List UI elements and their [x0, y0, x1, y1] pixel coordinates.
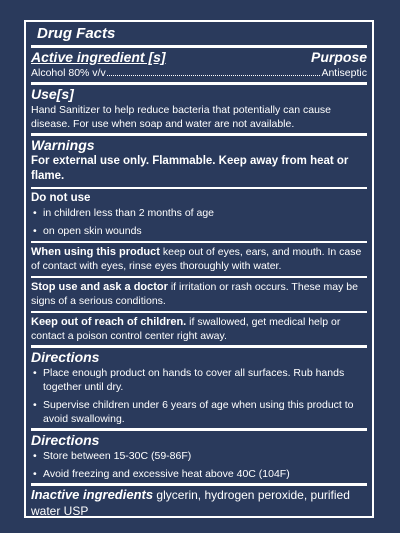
directions-list	[31, 366, 367, 426]
active-ingredient-heading: Active ingredient [s]	[31, 49, 166, 65]
list-item: • Store between 15-30C (59-86F)	[31, 449, 367, 463]
divider	[31, 241, 367, 243]
inactive-heading: Inactive ingredients	[31, 487, 154, 502]
divider	[31, 483, 367, 486]
divider	[31, 276, 367, 278]
directions-2-heading: Directions	[31, 432, 100, 448]
divider	[31, 82, 367, 85]
active-ingredient-row	[31, 66, 367, 80]
uses-text: Hand Sanitizer to help reduce bacteria that potentially can cause disease. For use when soap and water are not available.	[31, 104, 332, 130]
active-ingredient-value: Alcohol 80% v/v	[31, 67, 106, 79]
keep-out-block	[31, 315, 367, 343]
when-using-block	[31, 245, 367, 273]
divider	[31, 428, 367, 431]
divider	[31, 311, 367, 313]
purpose-heading: Purpose	[310, 49, 367, 65]
list-item: • Place enough product on hands to cover all surfaces. Rub hands together until dry.	[31, 366, 367, 394]
dot-leader	[107, 75, 321, 76]
active-ingredient-header	[31, 49, 367, 66]
inactive-text: glycerin, hydrogen peroxide, purified water USP	[31, 488, 350, 518]
list-item: • Supervise children under 6 years of age when using this product to avoid swallowing.	[31, 398, 367, 426]
warnings-heading: Warnings	[31, 137, 95, 153]
list-item: • on open skin wounds	[31, 224, 367, 238]
divider	[31, 45, 367, 48]
list-item: • Avoid freezing and excessive heat above 40C (104F)	[31, 467, 367, 481]
warnings-main: For external use only. Flammable. Keep away from heat or flame.	[31, 155, 349, 182]
purpose-value: Antiseptic	[321, 67, 367, 79]
inactive-block	[31, 487, 367, 519]
do-not-use-list	[31, 206, 367, 238]
stop-use-lead: Stop use and ask a doctor	[31, 281, 168, 293]
drug-facts-title: Drug Facts	[37, 25, 116, 42]
directions-2-list	[31, 449, 367, 481]
directions-heading: Directions	[31, 349, 100, 365]
divider	[31, 133, 367, 136]
do-not-use-heading: Do not use	[31, 192, 91, 204]
stop-use-block	[31, 280, 367, 308]
stop-use-text: if irritation or rash occurs. These may be signs of a serious conditions.	[31, 281, 358, 307]
when-using-lead: When using this product	[31, 246, 160, 258]
drug-facts-panel	[24, 20, 374, 518]
keep-out-lead: Keep out of reach of children.	[31, 316, 187, 328]
uses-heading: Use[s]	[31, 86, 74, 102]
keep-out-text: if swallowed, get medical help or contact a poison control center right away.	[31, 316, 341, 342]
when-using-text: keep out of eyes, ears, and mouth. In case of contact with eyes, rinse eyes thoroughly with water.	[31, 246, 362, 272]
divider	[31, 187, 367, 189]
divider	[31, 345, 367, 348]
list-item: • in children less than 2 months of age	[31, 206, 367, 220]
